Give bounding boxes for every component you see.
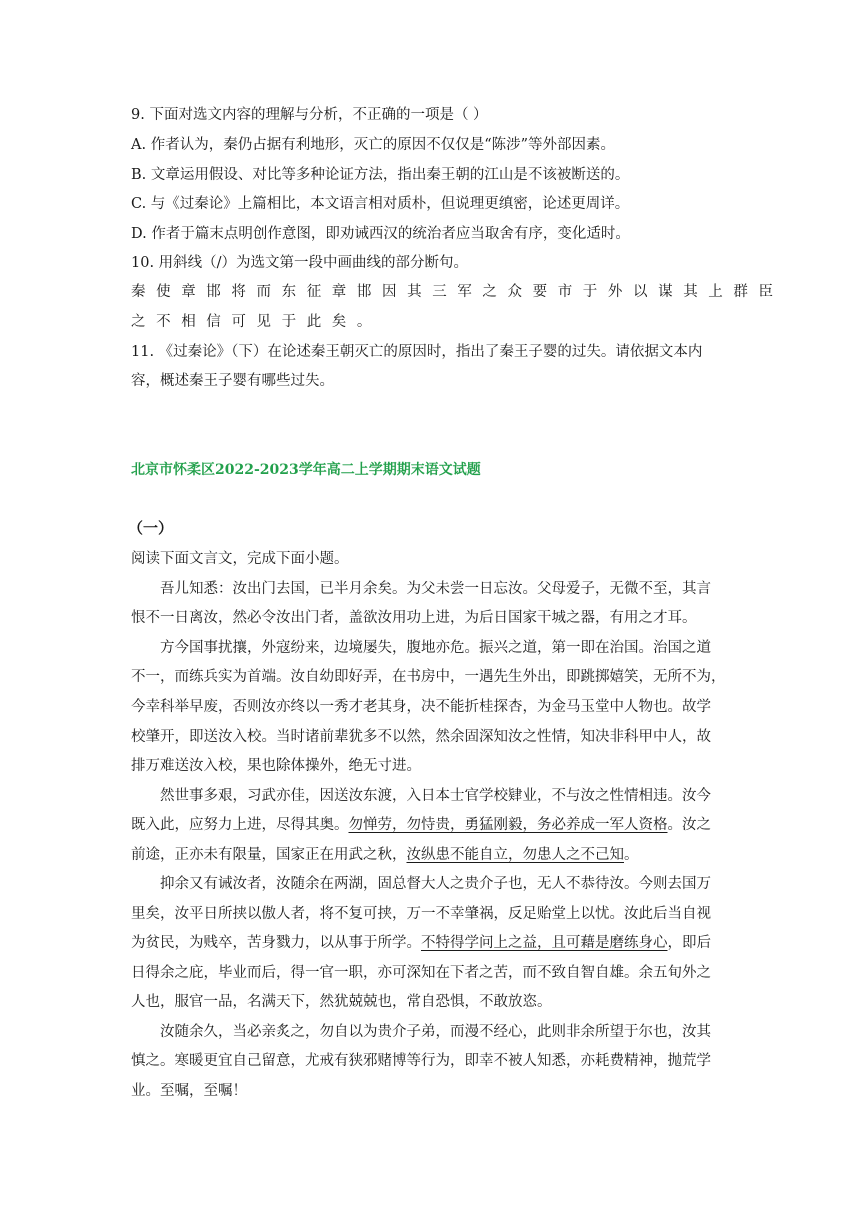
instruction: 阅读下面文言文，完成下面小题。 — [131, 551, 349, 567]
exam-title: 北京市怀柔区2022-2023学年高二上学期期末语文试题 — [131, 462, 481, 478]
passage-p1-line-1: 吾儿知悉：汝出门去国，已半月余矣。为父未尝一日忘汝。父母爱子，无微不至，其言 — [160, 581, 711, 597]
passage-p3-line-2 — [131, 815, 711, 835]
option-c: C. 与《过秦论》上篇相比，本文语言相对质朴，但说理更缜密，论述更周详。 — [131, 196, 630, 212]
question-10: 10. 用斜线（/）为选文第一段中画曲线的部分断句。 — [131, 255, 469, 271]
passage-p2-line-2: 不一，而练兵实为首端。汝自幼即好弄，在书房中，一遇先生外出，即跳掷嬉笑，无所不为， — [131, 669, 726, 685]
underlined-sentence-1: 勿惮劳，勿恃贵，勇猛刚毅，务必养成一军人资格 — [348, 817, 668, 833]
punctuation-text-line-1: 秦使章邯将而东征章邯因其三军之众要市于外以谋其上群臣 — [131, 284, 784, 300]
passage-p4-line-4: 日得余之庇，毕业而后，得一官一职，亦可深知在下者之苦，而不致自智自雄。余五旬外之 — [131, 965, 711, 981]
underlined-sentence-2: 汝纵患不能自立，勿患人之不己知 — [406, 847, 624, 863]
question-9-emphasis: 不正确 — [352, 107, 396, 123]
passage-p3-line-2-pre: 既入此，应努力上进，尽得其奥。 — [131, 817, 349, 833]
passage-p1-line-2: 恨不一日离汝，然必令汝出门者，盖欲汝用功上进，为后日国家干城之器，有用之才耳。 — [131, 610, 697, 626]
passage-p4-line-5: 人也，服官一品，名满天下，然犹兢兢也，常自恐惧，不敢放恣。 — [131, 994, 552, 1010]
passage-p3-line-3 — [131, 845, 639, 865]
passage-p5-line-3: 业。至嘱，至嘱！ — [131, 1083, 247, 1099]
passage-p2-line-1: 方今国事扰攘，外寇纷来，边境屡失，腹地亦危。振兴之道，第一即在治国。治国之道 — [160, 640, 711, 656]
option-d: D. 作者于篇末点明创作意图，即劝诫西汉的统治者应当取舍有序，变化适时。 — [131, 226, 630, 242]
passage-p3-line-2-post: 。汝之 — [667, 817, 711, 833]
passage-p5-line-2: 慎之。寒暖更宜自己留意，尤戒有狭邪赌博等行为，即幸不被人知悉，亦耗费精神，抛荒学 — [131, 1053, 711, 1069]
passage-p4-line-3-post: ，即后 — [667, 935, 711, 951]
passage-p4-line-1: 抑余又有诫汝者，汝随余在两湖，固总督大人之贵介子也，无人不恭待汝。今则去国万 — [160, 876, 711, 892]
passage-p3-line-3-pre: 前途，正亦未有限量，国家正在用武之秋， — [131, 847, 407, 863]
question-11-line-2: 容，概述秦王子婴有哪些过失。 — [131, 373, 334, 389]
question-9-suffix: 的一项是（ ） — [395, 107, 488, 123]
underlined-sentence-3: 不特得学问上之益，且可藉是磨练身心 — [421, 935, 668, 951]
passage-p3-line-3-post: 。 — [624, 847, 639, 863]
passage-p5-line-1: 汝随余久，当必亲炙之，勿自以为贵介子弟，而漫不经心，此则非余所望于尔也，汝其 — [160, 1024, 711, 1040]
passage-p2-line-4: 校肇开，即送汝入校。当时诸前辈犹多不以然，然余固深知汝之性情，知决非科甲中人，故 — [131, 729, 711, 745]
question-9-prefix: 9. 下面对选文内容的理解与分析， — [131, 107, 353, 123]
passage-p2-line-5: 排万难送汝入校，果也除体操外，绝无寸进。 — [131, 758, 421, 774]
question-9 — [131, 105, 488, 125]
section-heading: （一） — [128, 519, 174, 537]
passage-p3-line-1: 然世事多艰，习武亦佳，因送汝东渡，入日本士官学校肄业，不与汝之性情相违。汝今 — [160, 788, 711, 804]
passage-p4-line-3 — [131, 933, 711, 953]
option-b: B. 文章运用假设、对比等多种论证方法，指出秦王朝的江山是不该被断送的。 — [131, 167, 630, 183]
question-11-line-1: 11. 《过秦论》（下）在论述秦王朝灭亡的原因时，指出了秦王子婴的过失。请依据文本内 — [131, 344, 703, 360]
passage-p4-line-3-pre: 为贫民，为贱卒，苦身戮力，以从事于所学。 — [131, 935, 421, 951]
option-a: A. 作者认为，秦仍占据有利地形，灭亡的原因不仅仅是“陈涉”等外部因素。 — [131, 137, 616, 153]
punctuation-text-line-2: 之不相信可见于此矣。 — [131, 314, 382, 330]
passage-p2-line-3: 今幸科举早废，否则汝亦终以一秀才老其身，决不能折桂探杏，为金马玉堂中人物也。故学 — [131, 699, 711, 715]
passage-p4-line-2: 里矣，汝平日所挟以傲人者，将不复可挟，万一不幸肇祸，反足贻堂上以忧。汝此后当自视 — [131, 906, 711, 922]
